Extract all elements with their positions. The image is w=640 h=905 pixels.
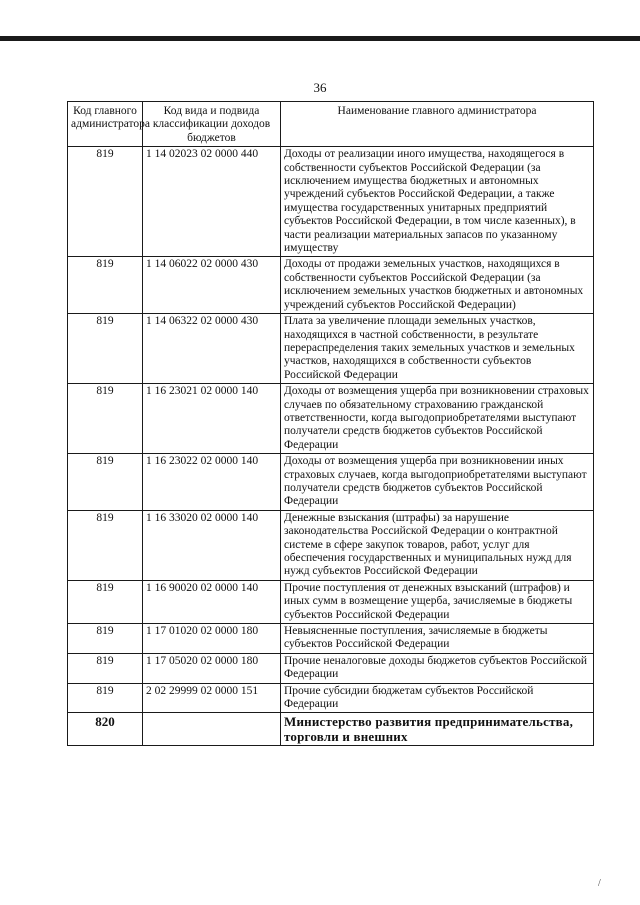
header-code: Код главного администратора [68,102,143,147]
row-kbk: 1 14 06022 02 0000 430 [143,257,281,314]
row-name: Доходы от продажи земельных участков, находящихся в собственности субъектов Российской Федерации (за исключением земельных участков бюджетных и автономных учреждений субъектов Российской Федерации) [281,257,594,314]
table-row [68,384,594,454]
table-row [68,454,594,511]
table-row [68,653,594,683]
row-code: 819 [68,624,143,654]
corner-pen-mark: / [598,878,601,889]
header-name: Наименование главного администратора [281,102,594,147]
table-header-row [68,102,594,147]
section-code: 820 [68,713,143,746]
row-kbk: 1 16 23022 02 0000 140 [143,454,281,511]
row-name: Денежные взыскания (штрафы) за нарушение законодательства Российской Федерации о контрактной системе в сфере закупок товаров, работ, услуг для обеспечения государственных и муниципальных нужд для нужд субъектов Российской Федерации [281,510,594,580]
row-name: Прочие неналоговые доходы бюджетов субъектов Российской Федерации [281,653,594,683]
row-code: 819 [68,510,143,580]
row-name: Доходы от возмещения ущерба при возникновении страховых случаев по обязательному страхованию гражданской ответственности, когда выгодоприобретателями выступают получатели средств бюджетов субъектов Российской Федерации [281,384,594,454]
row-code: 819 [68,147,143,257]
table-row [68,257,594,314]
row-name: Прочие субсидии бюджетам субъектов Российской Федерации [281,683,594,713]
row-kbk: 1 16 33020 02 0000 140 [143,510,281,580]
table-row [68,683,594,713]
section-name: Министерство развития предпринимательства, торговли и внешних [281,713,594,746]
scan-top-border [0,36,640,41]
administrators-table [67,101,594,746]
section-kbk [143,713,281,746]
table-row [68,510,594,580]
row-kbk: 1 16 90020 02 0000 140 [143,580,281,623]
row-kbk: 2 02 29999 02 0000 151 [143,683,281,713]
row-kbk: 1 14 06322 02 0000 430 [143,314,281,384]
table-row [68,147,594,257]
row-code: 819 [68,314,143,384]
table-row [68,580,594,623]
row-code: 819 [68,653,143,683]
table-row [68,314,594,384]
page-number: 36 [313,80,327,95]
row-kbk: 1 17 01020 02 0000 180 [143,624,281,654]
row-name: Доходы от возмещения ущерба при возникновении иных страховых случаев, когда выгодоприобретателями выступают получатели средств бюджетов субъектов Российской Федерации [281,454,594,511]
row-kbk: 1 16 23021 02 0000 140 [143,384,281,454]
row-code: 819 [68,257,143,314]
row-code: 819 [68,580,143,623]
row-name: Плата за увеличение площади земельных участков, находящихся в частной собственности, в результате перераспределения таких земельных участков и земельных участков, находящихся в собственности субъектов Российской Федерации [281,314,594,384]
header-kbk: Код вида и подвида классификации доходов бюджетов [143,102,281,147]
section-row [68,713,594,746]
row-kbk: 1 14 02023 02 0000 440 [143,147,281,257]
row-code: 819 [68,454,143,511]
row-name: Невыясненные поступления, зачисляемые в бюджеты субъектов Российской Федерации [281,624,594,654]
row-code: 819 [68,683,143,713]
table-row [68,624,594,654]
row-name: Доходы от реализации иного имущества, находящегося в собственности субъектов Российской Федерации (за исключением имущества бюджетных и автономных учреждений субъектов Российской Федерации, а также имущества государственных унитарных предприятий субъектов Российской Федерации, в том числе казенных), в части реализации материальных запасов по указанному имуществу [281,147,594,257]
row-name: Прочие поступления от денежных взысканий (штрафов) и иных сумм в возмещение ущерба, зачисляемые в бюджеты субъектов Российской Федерации [281,580,594,623]
row-code: 819 [68,384,143,454]
row-kbk: 1 17 05020 02 0000 180 [143,653,281,683]
